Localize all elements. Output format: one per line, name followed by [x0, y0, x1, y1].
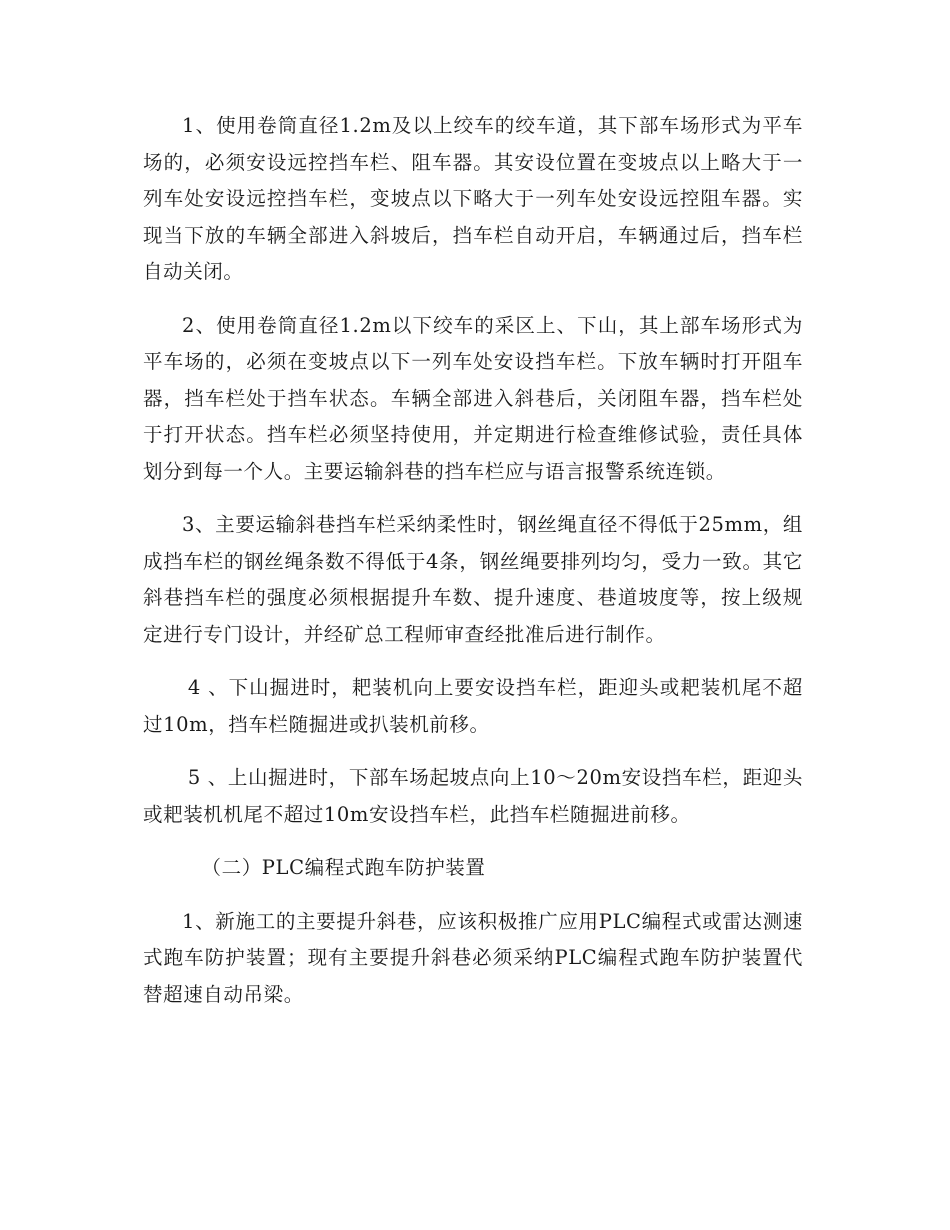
section-heading: （二）PLC编程式跑车防护装置 [201, 856, 486, 879]
paragraph-2: 2、使用卷筒直径1.2m以下绞车的采区上、下山，其上部车场形式为平车场的，必须在变坡点以下一列车处安设挡车栏。下放车辆时打开阻车器，挡车栏处于挡车状态。车辆全部进入斜巷后，关闭阻车器，挡车栏处于打开状态。挡车栏必须坚持使用，并定期进行检查维修试验，责任具体划分到每一个人。主要运输斜巷的挡车栏应与语言报警系统连锁。 [143, 313, 803, 483]
paragraph-4: 4 、下山掘进时，耙装机向上要安设挡车栏，距迎头或耙装机尾不超过10m，挡车栏随掘进或扒装机前移。 [143, 676, 803, 736]
section-paragraph-1: 1、新施工的主要提升斜巷，应该积极推广应用PLC编程式或雷达测速式跑车防护装置；现有主要提升斜巷必须采纳PLC编程式跑车防护装置代替超速自动吊梁。 [143, 909, 803, 1006]
paragraph-3: 3、主要运输斜巷挡车栏采纳柔性时，钢丝绳直径不得低于25mm，组成挡车栏的钢丝绳条数不得低于4条，钢丝绳要排列均匀，受力一致。其它斜巷挡车栏的强度必须根据提升车数、提升速度、巷道坡度等，按上级规定进行专门设计，并经矿总工程师审查经批准后进行制作。 [143, 513, 803, 646]
document-body [143, 108, 803, 1030]
paragraph-5: 5 、上山掘进时，下部车场起坡点向上10～20m安设挡车栏，距迎头或耙装机机尾不超过10m安设挡车栏，此挡车栏随掘进前移。 [143, 766, 803, 826]
paragraph-1: 1、使用卷筒直径1.2m及以上绞车的绞车道，其下部车场形式为平车场的，必须安设远控挡车栏、阻车器。其安设位置在变坡点以上略大于一列车处安设远控挡车栏，变坡点以下略大于一列车处安设远控阻车器。实现当下放的车辆全部进入斜坡后，挡车栏自动开启，车辆通过后，挡车栏自动关闭。 [143, 114, 803, 283]
